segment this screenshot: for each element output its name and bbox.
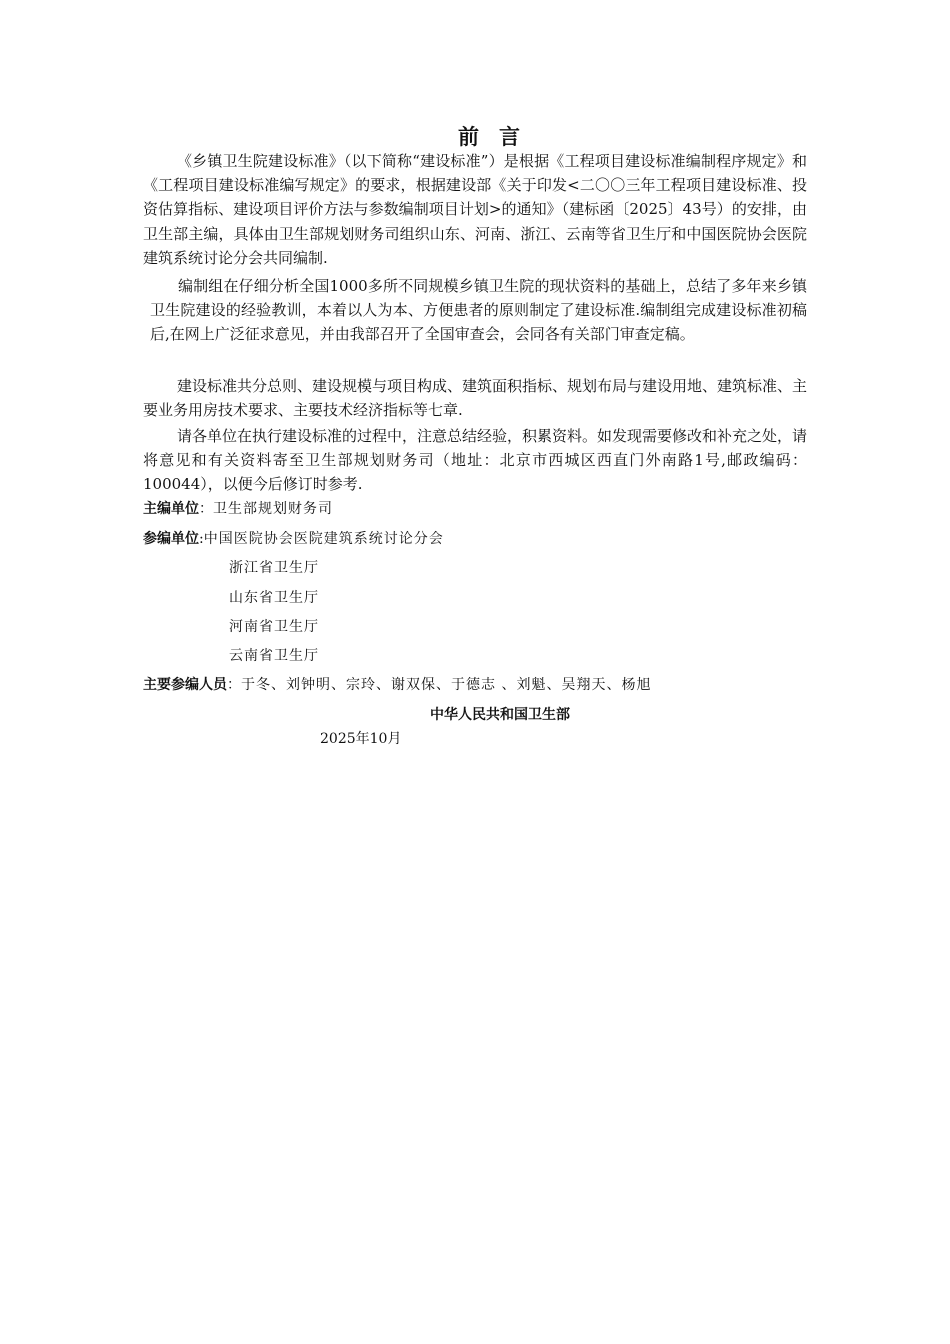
page-title: 前言 — [458, 125, 540, 149]
participating-unit: 河南省卫生厅 — [229, 619, 319, 635]
chief-editor-label: 主编单位 — [143, 501, 199, 517]
paragraph-1: 《乡镇卫生院建设标准》（以下简称“建设标准”）是根据《工程项目建设标准编制程序规定》和《工程项目建设标准编写规定》的要求，根据建设部《关于印发<二〇〇三年工程项目建设标准、投资估算指标、建设项目评价方法与参数编制项目计划>的通知》（建标函〔2025〕43号）的安排，由卫生部主编，具体由卫生部规划财务司组织山东、河南、浙江、云南等省卫生厅和中国医院协会医院建筑系统讨论分会共同编制. — [143, 152, 807, 267]
main-participants-value: 于冬、刘钟明、宗玲、谢双保、于德志 、刘魁、吴翔天、杨旭 — [241, 677, 652, 693]
paragraph-3: 建设标准共分总则、建设规模与项目构成、建筑面积指标、规划布局与建设用地、建筑标准、主要业务用房技术要求、主要技术经济指标等七章. — [143, 377, 808, 420]
participating-units-colon: : — [199, 531, 204, 547]
issuer-signature: 中华人民共和国卫生部 — [430, 707, 570, 723]
paragraph-2: 编制组在仔细分析全国1000多所不同规模乡镇卫生院的现状资料的基础上，总结了多年来乡镇卫生院建设的经验教训，本着以人为本、方便患者的原则制定了建设标准.编制组完成建设标准初稿后,在网上广泛征求意见，并由我部召开了全国审查会，会同各有关部门审查定稿。 — [150, 277, 807, 344]
participating-unit-first: 中国医院协会医院建筑系统讨论分会 — [203, 531, 444, 547]
participating-unit: 云南省卫生厅 — [229, 648, 319, 664]
main-participants-label: 主要参编人员 — [143, 677, 227, 693]
participating-units-label: 参编单位 — [143, 531, 199, 547]
participating-units-line — [143, 529, 444, 549]
participating-unit: 浙江省卫生厅 — [229, 560, 319, 576]
paragraph-4: 请各单位在执行建设标准的过程中，注意总结经验，积累资料。如发现需要修改和补充之处，请将意见和有关资料寄至卫生部规划财务司（地址：北京市西城区西直门外南路1号,邮政编码：100044），以便今后修订时参考. — [143, 427, 808, 494]
chief-editor-line — [143, 499, 333, 519]
chief-editor-value: 卫生部规划财务司 — [213, 501, 333, 517]
participating-unit: 山东省卫生厅 — [229, 590, 319, 606]
issue-date: 2025年10月 — [320, 731, 402, 747]
main-participants-colon: ： — [227, 677, 241, 693]
chief-editor-colon: ： — [199, 501, 213, 517]
main-participants-line — [143, 675, 651, 695]
